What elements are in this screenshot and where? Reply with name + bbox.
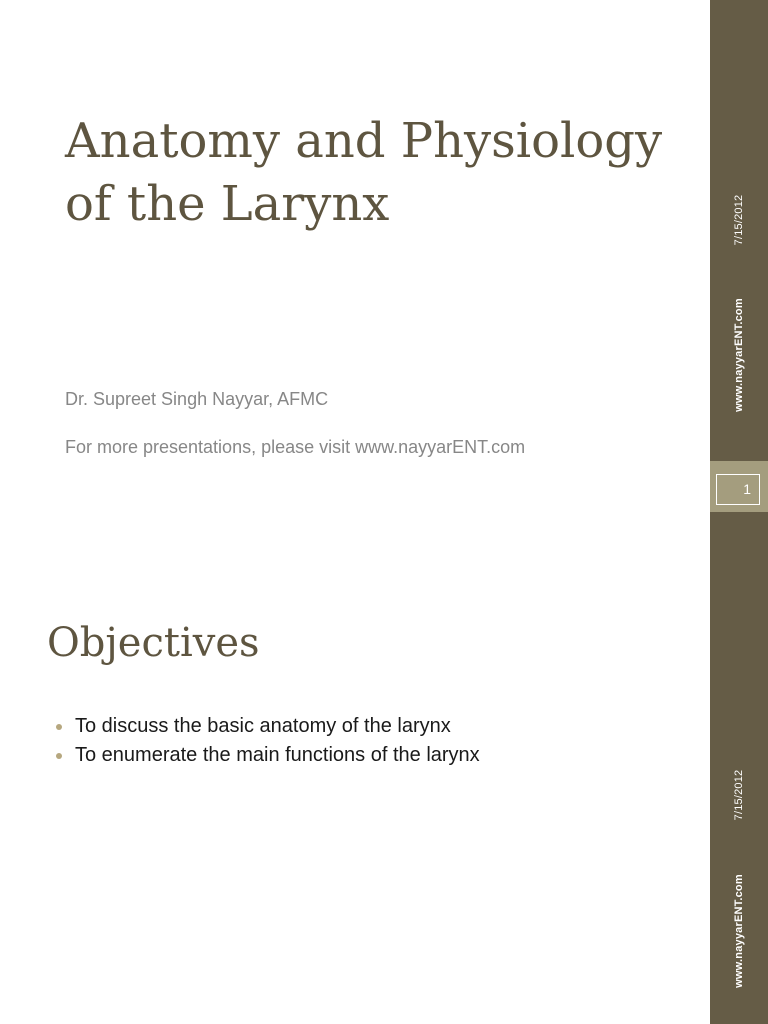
slide-number: 1 — [716, 474, 760, 505]
bullet-text: To discuss the basic anatomy of the larynx — [75, 715, 451, 737]
visit-note-text: For more presentations, please visit www.nayyarENT.com — [65, 437, 526, 457]
bullet-icon — [56, 724, 62, 730]
slide-title — [65, 110, 705, 236]
author-text: Dr. Supreet Singh Nayyar, AFMC — [65, 389, 329, 409]
bullet-icon — [56, 753, 62, 759]
title-line-1: Anatomy and Physiology — [65, 113, 663, 169]
slide-2 — [0, 512, 768, 1024]
title-line-2: of the Larynx — [65, 176, 390, 232]
bullet-list — [55, 712, 675, 770]
slide-sidebar: 7/15/2012 www.nayyarENT.com — [710, 512, 768, 1024]
bullet-text: To enumerate the main functions of the larynx — [75, 744, 480, 766]
list-item — [55, 712, 675, 741]
slide-title: Objectives — [47, 620, 260, 666]
slide-sidebar: 7/15/2012 www.nayyarENT.com 1 — [710, 0, 768, 512]
list-item — [55, 741, 675, 770]
slide-number-band — [710, 461, 768, 518]
